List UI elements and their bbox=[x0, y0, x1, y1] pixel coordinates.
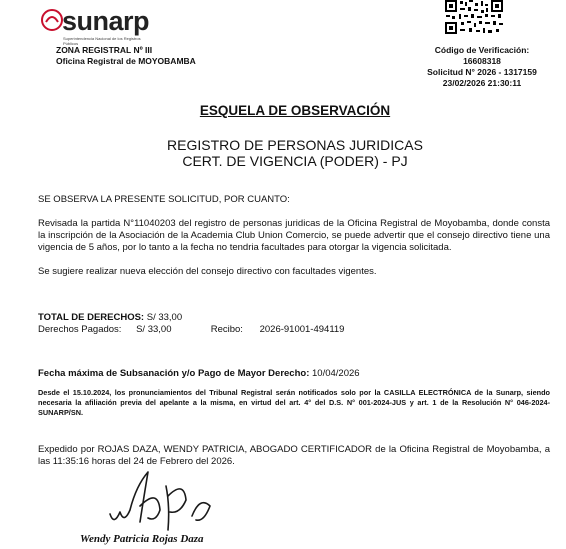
registry-name: REGISTRO DE PERSONAS JURIDICAS bbox=[167, 137, 423, 153]
derechos-pagados-row bbox=[38, 324, 550, 336]
document-title: ESQUELA DE OBSERVACIÓN bbox=[199, 103, 391, 118]
tribunal-notice: Desde el 15.10.2024, los pronunciamientos del Tribunal Registral serán notificados solo por la CASILLA ELECTRÓNICA de la Sunarp, siendo necesaria la afiliación previa del apelante a la misma, en virtud del art. 4° del D.S. N° 001-2024-JUS y art. 1 de la Resolución N° 046-2024-SUNARP/SN. bbox=[38, 388, 550, 417]
zona-registral: ZONA REGISTRAL Nº III bbox=[56, 45, 153, 55]
solicitud-number: Solicitud N° 2026 - 1317159 bbox=[427, 67, 537, 77]
verification-block bbox=[418, 45, 546, 89]
pagados-label: Derechos Pagados: bbox=[38, 324, 122, 335]
intro-line: SE OBSERVA LA PRESENTE SOLICITUD, POR CUANTO: bbox=[38, 194, 290, 205]
recibo-value: 2026-91001-494119 bbox=[259, 324, 345, 335]
suggestion-line: Se sugiere realizar nueva elección del consejo directivo con facultades vigentes. bbox=[38, 266, 377, 277]
total-derechos-row bbox=[38, 312, 550, 324]
expedido-paragraph: Expedido por ROJAS DAZA, WENDY PATRICIA, ABOGADO CERTIFICADOR de la Oficina Registral de Moyobamba, a las 11:35:16 horas del 24 de Febrero del 2026. bbox=[38, 444, 550, 467]
pagados-value: S/ 33,00 bbox=[136, 324, 172, 335]
fecha-maxima-row bbox=[38, 368, 550, 380]
verification-label: Código de Verificación: bbox=[434, 45, 530, 55]
logo-tagline: Superintendencia Nacional de los Registros Públicos bbox=[63, 36, 141, 46]
signature-name: Wendy Patricia Rojas Daza bbox=[80, 533, 204, 545]
qr-code-icon bbox=[443, 0, 505, 36]
fecha-maxima-value: 10/04/2026 bbox=[312, 368, 360, 379]
oficina-registral: Oficina Registral de MOYOBAMBA bbox=[56, 56, 196, 66]
recibo-label: Recibo: bbox=[210, 324, 243, 335]
certificate-type: CERT. DE VIGENCIA (PODER) - PJ bbox=[182, 153, 408, 169]
verification-code: 16608318 bbox=[463, 56, 501, 66]
observation-body: Revisada la partida N°11040203 del registro de personas juridicas de la Oficina Registral de Moyobamba, donde consta la inscripción de la Asociación de la Academia Club Union Comercio, se puede advertir que el consejo directivo tiene una vigencia de 5 años, por lo tanto a la fecha no tendria facultades para otorgar la vigencia solicitada. bbox=[38, 218, 550, 253]
total-value: S/ 33,00 bbox=[146, 312, 183, 323]
fecha-maxima-label: Fecha máxima de Subsanación y/o Pago de Mayor Derecho: bbox=[38, 368, 310, 379]
solicitud-datetime: 23/02/2026 21:30:11 bbox=[442, 78, 522, 88]
sunarp-logo: sunarp bbox=[62, 6, 150, 36]
total-label: TOTAL DE DERECHOS: bbox=[38, 312, 145, 323]
handwritten-signature bbox=[100, 466, 250, 536]
sunarp-logo-mark bbox=[40, 8, 64, 32]
